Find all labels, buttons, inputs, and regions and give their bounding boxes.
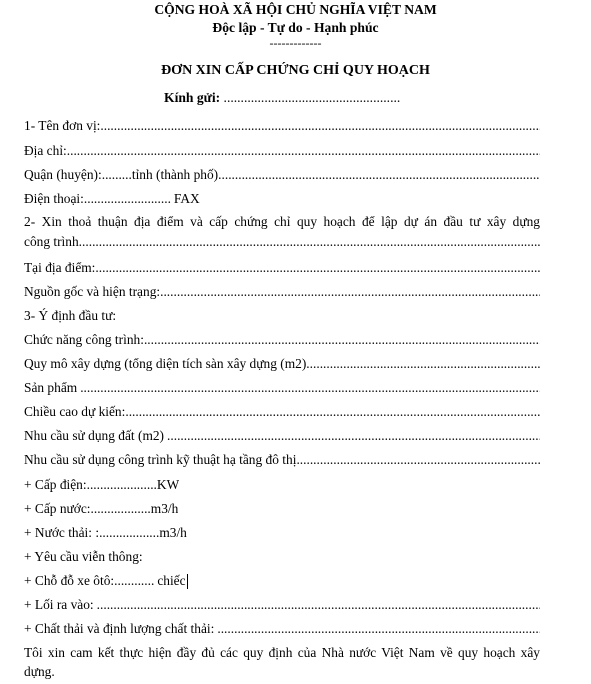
product-label: Sản phẩm [24,380,78,395]
parking-unit: chiếc [157,573,186,588]
power-unit: KW [156,477,180,492]
product-row [24,379,540,396]
recipient-label: Kính gửi: [164,90,221,105]
location-row [24,259,540,276]
recipient-field[interactable]: .................................................... [223,90,401,105]
infra-need-label: Nhu cầu sử dụng công trình kỹ thuật hạ tầng đô thị [24,452,297,467]
unit-name-row [24,117,540,134]
infra-need-row [24,451,540,468]
origin-row [24,283,540,300]
address-label: Địa chỉ: [24,143,67,158]
motto: Độc lập - Tự do - Hạnh phúc [212,20,379,35]
water-label: + Cấp nước: [24,501,91,516]
parking-label: + Chỗ đỗ xe ôtô: [24,573,115,588]
address-field[interactable] [67,143,540,159]
unit-name-label: 1- Tên đơn vị: [24,118,101,133]
unit-name-field[interactable] [100,118,540,134]
infra-need-field[interactable] [296,452,540,468]
commitment-line1: Tôi xin cam kết thực hiện đầy đủ các quy định của Nhà nước Việt Nam về quy hoạch xây [24,645,540,660]
form-title: ĐƠN XIN CẤP CHỨNG CHỈ QUY HOẠCH [161,63,430,78]
function-field[interactable] [144,332,540,348]
water-row [24,500,178,517]
district-label: Quận (huyện): [24,167,102,182]
height-field[interactable] [125,404,540,420]
city-label: tỉnh (thành phố). [131,167,222,182]
scale-field[interactable] [306,356,540,372]
wastewater-label: + Nước thải: : [24,525,100,540]
product-field[interactable] [80,380,540,396]
power-label: + Cấp điện: [24,477,87,492]
land-need-label: Nhu cầu sử dụng đất (m2) [24,428,165,443]
separator: ------------- [269,36,322,50]
wastewater-field[interactable]: .................. [99,525,160,540]
phone-label: Điện thoại: [24,191,84,206]
national-title: CỘNG HOÀ XÃ HỘI CHỦ NGHĨA VIỆT NAM [154,2,437,17]
telecom-row [24,548,143,565]
access-label: + Lối ra vào: [24,597,94,612]
wastewater-unit: m3/h [159,525,187,540]
location-field[interactable] [95,260,540,276]
waste-row [24,620,540,637]
parking-field[interactable]: ............ [114,573,155,588]
district-row [24,166,540,183]
land-need-row [24,427,540,444]
recipient-line [164,90,400,106]
scale-row [24,355,540,372]
project-row [24,233,540,250]
location-label: Tại địa điểm: [24,260,96,275]
project-field[interactable] [79,234,540,250]
land-need-field[interactable] [167,428,540,444]
height-label: Chiều cao dự kiến: [24,404,126,419]
section3-heading: 3- Ý định đầu tư: [24,308,117,323]
phone-row [24,190,200,207]
district-field[interactable]: ......... [101,167,132,182]
waste-field[interactable] [217,621,540,637]
telecom-label: + Yêu cầu viễn thông: [24,549,143,564]
city-field[interactable] [222,167,541,183]
text-cursor [187,574,188,589]
section2-heading: 2- Xin thoả thuận địa điểm và cấp chứng chỉ quy hoạch để lập dự án đầu tư xây dựng [24,214,540,229]
section3-heading-row [24,307,540,324]
parking-row [24,572,188,589]
access-row [24,596,540,613]
commitment-line2: dựng. [24,664,55,679]
function-label: Chức năng công trình: [24,332,144,347]
project-label: công trình [24,234,79,249]
fax-label: FAX [173,191,200,206]
access-field[interactable] [97,597,540,613]
phone-field[interactable]: .......................... [83,191,171,206]
water-unit: m3/h [150,501,179,516]
address-row [24,142,540,159]
scale-label: Quy mô xây dựng (tổng diện tích sàn xây dựng (m2) [24,356,307,371]
water-field[interactable]: .................. [90,501,151,516]
height-row [24,403,540,420]
waste-label: + Chất thải và định lượng chất thải: [24,621,215,636]
power-row [24,476,179,493]
power-field[interactable]: ..................... [86,477,157,492]
origin-label: Nguồn gốc và hiện trạng: [24,284,161,299]
function-row [24,331,540,348]
wastewater-row [24,524,187,541]
origin-field[interactable] [160,284,540,300]
